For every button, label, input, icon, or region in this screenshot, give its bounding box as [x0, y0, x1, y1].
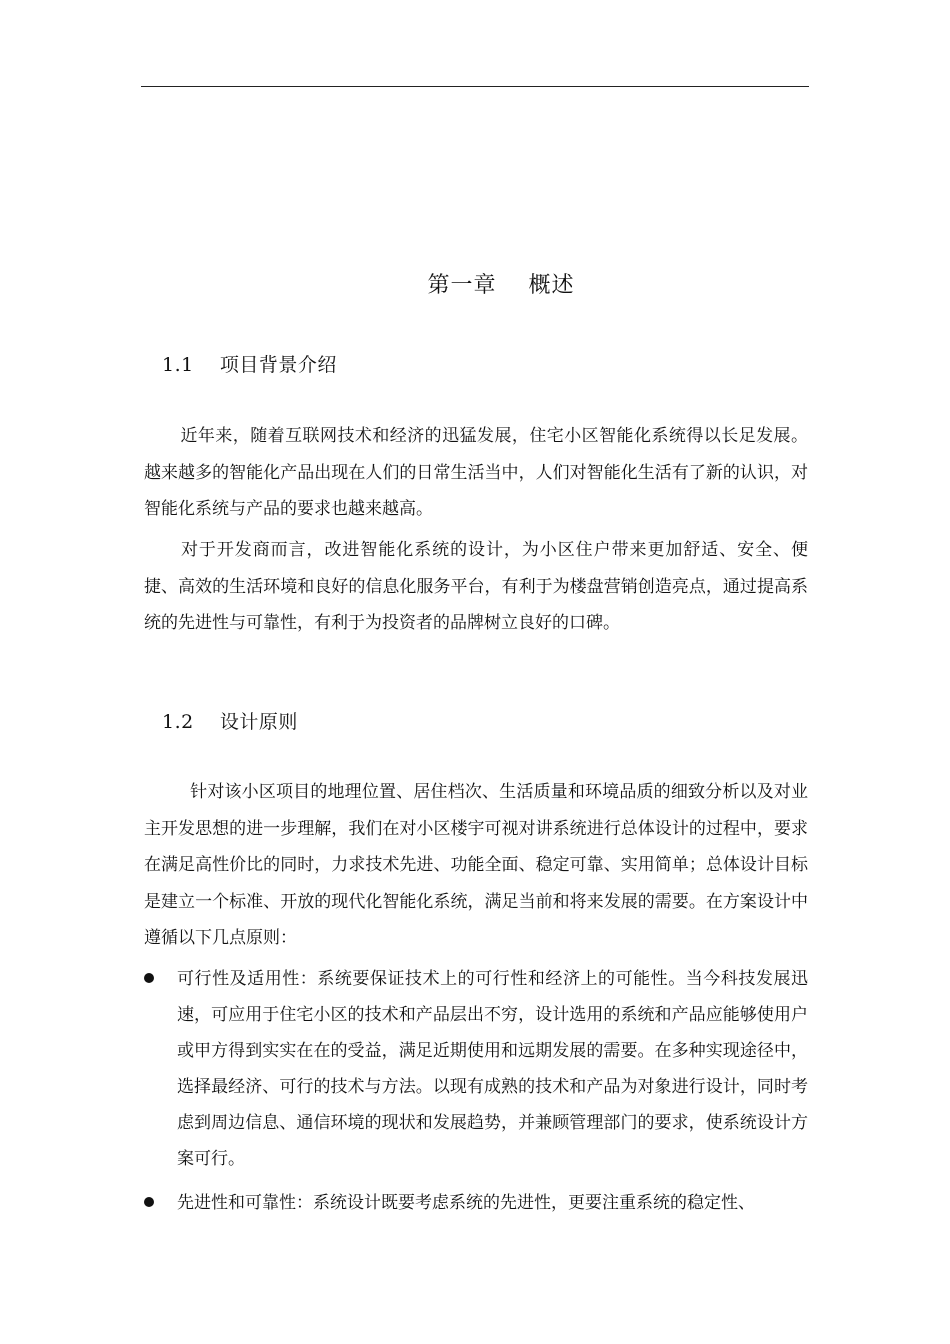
bullet-item-advanced-reliable [144, 1185, 808, 1221]
paragraph-background-1 [144, 418, 808, 528]
paragraph-background-2 [144, 532, 808, 642]
section-heading-1-2: 1.2 设计原则 [162, 711, 298, 733]
bullet-text: 可行性及适用性：系统要保证技术上的可行性和经济上的可能性。当今科技发展迅速，可应用于住宅小区的技术和产品层出不穷，设计选用的系统和产品应能够使用户或甲方得到实实在在的受益，满足近期使用和远期发展的需要。在多种实现途径中，选择最经济、可行的技术与方法。以现有成熟的技术和产品为对象进行设计，同时考虑到周边信息、通信环境的现状和发展趋势，并兼顾管理部门的要求，使系统设计方案可行。 [177, 969, 808, 1169]
bullet-text: 先进性和可靠性：系统设计既要考虑系统的先进性，更要注重系统的稳定性、 [177, 1193, 755, 1213]
paragraph-text: 针对该小区项目的地理位置、居住档次、生活质量和环境品质的细致分析以及对业主开发思想的进一步理解，我们在对小区楼宇可视对讲系统进行总体设计的过程中，要求在满足高性价比的同时，力求技术先进、功能全面、稳定可靠、实用简单；总体设计目标是建立一个标准、开放的现代化智能化系统，满足当前和将来发展的需要。在方案设计中遵循以下几点原则： [144, 782, 808, 948]
bullet-dot-icon [144, 973, 154, 983]
section-heading-1-1: 1.1 项目背景介绍 [162, 354, 337, 376]
paragraph-text: 对于开发商而言，改进智能化系统的设计，为小区住户带来更加舒适、安全、便捷、高效的生活环境和良好的信息化服务平台，有利于为楼盘营销创造亮点，通过提高系统的先进性与可靠性，有利于为投资者的品牌树立良好的口碑。 [144, 540, 808, 633]
chapter-title: 第一章 概述 [427, 273, 575, 298]
paragraph-text: 近年来，随着互联网技术和经济的迅猛发展，住宅小区智能化系统得以长足发展。越来越多的智能化产品出现在人们的日常生活当中，人们对智能化生活有了新的认识，对智能化系统与产品的要求也越来越高。 [144, 426, 808, 519]
paragraph-principles-intro [144, 774, 808, 957]
bullet-dot-icon [144, 1197, 154, 1207]
header-rule [141, 86, 809, 87]
bullet-item-feasibility [144, 961, 808, 1177]
